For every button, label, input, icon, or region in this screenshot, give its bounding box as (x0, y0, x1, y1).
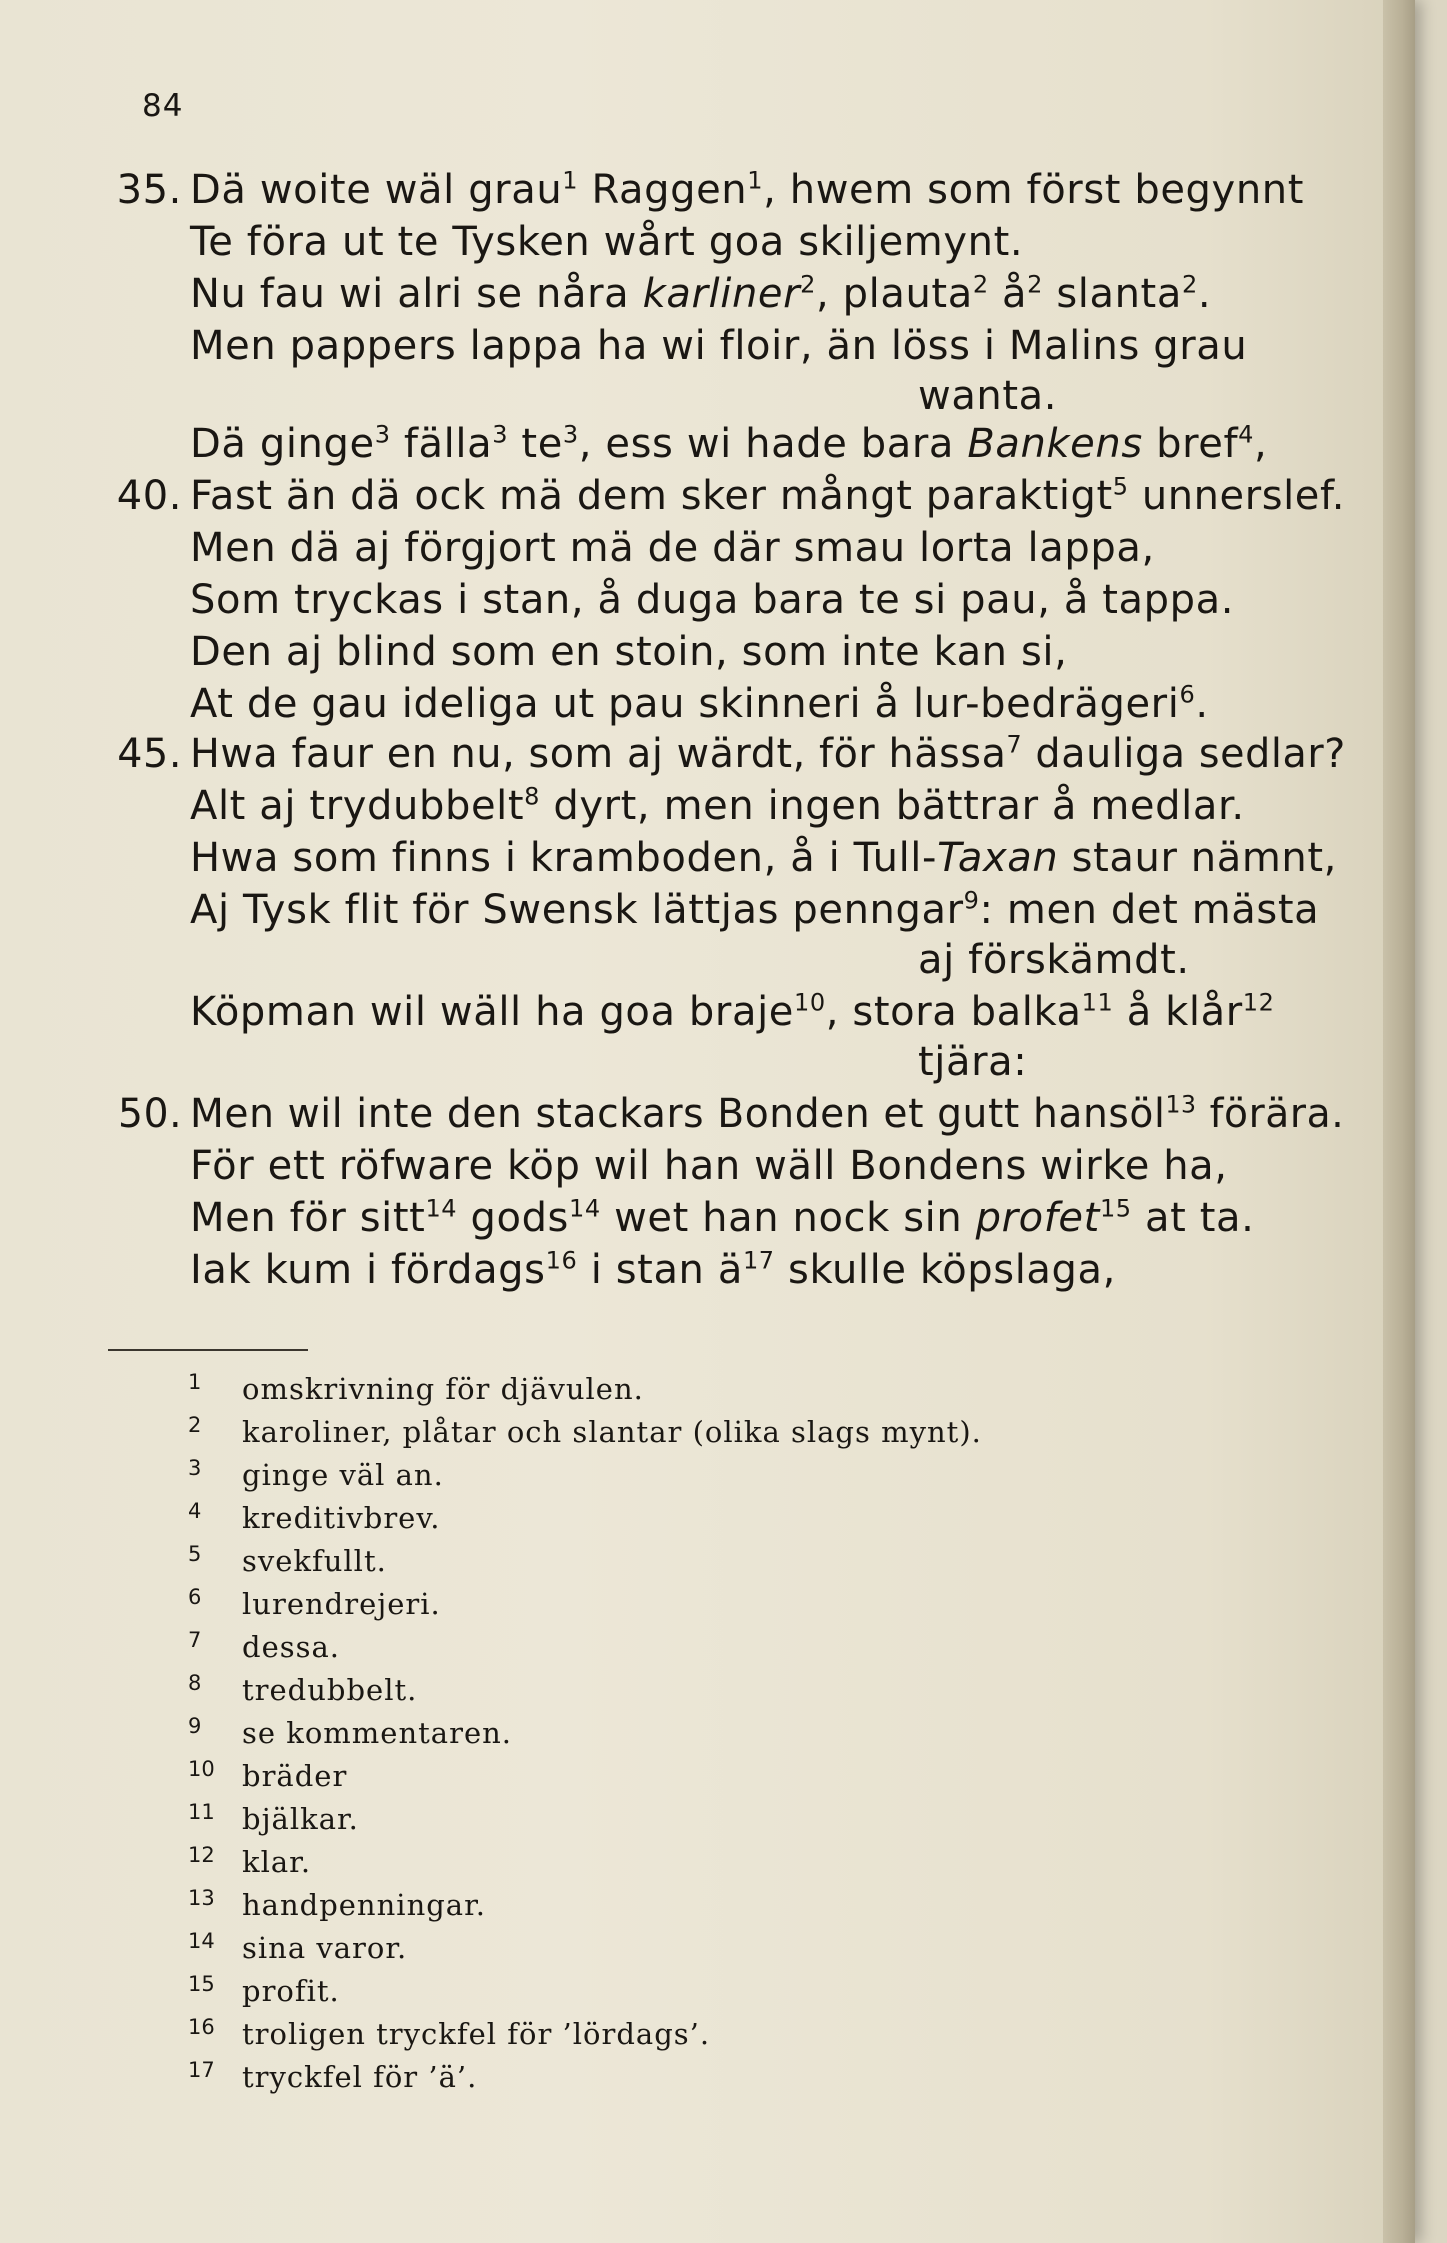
footnote-reference: 2 (800, 270, 817, 299)
footnote-text: karoliner, plåtar och slantar (olika slags mynt). (242, 1415, 982, 1449)
footnote-text: dessa. (242, 1630, 340, 1664)
footnote-mark: 11 (188, 1800, 215, 1824)
footnote-item (0, 1759, 1415, 1801)
footnote-separator (108, 1349, 308, 1351)
verse-line (190, 577, 1235, 623)
footnote-reference: 7 (1006, 730, 1023, 759)
footnote-text: tryckfel för ’ä’. (242, 2060, 478, 2094)
footnote-item (0, 1372, 1415, 1414)
verse-line (190, 219, 1024, 265)
verse-text: Men för sitt (190, 1195, 426, 1241)
footnote-reference: 3 (492, 420, 509, 449)
footnote-mark: 3 (188, 1456, 202, 1480)
verse-line (918, 1039, 1028, 1085)
footnote-mark: 14 (188, 1929, 215, 1953)
verse-text: : men det mästa (979, 887, 1320, 933)
verse-text: at ta. (1131, 1195, 1255, 1241)
line-number: 50. (118, 1091, 183, 1137)
footnote-text: svekfullt. (242, 1544, 387, 1578)
verse-text: Alt aj trydubbelt (190, 783, 525, 829)
verse-line (918, 937, 1190, 983)
footnote-mark: 17 (188, 2058, 215, 2082)
verse-text: Men wil inte den stackars Bonden et gutt hansöl (190, 1091, 1166, 1137)
footnote-reference: 10 (794, 988, 826, 1017)
verse-text: At de gau ideliga ut pau skinneri å lur-bedrägeri (190, 681, 1180, 727)
footnote-reference: 11 (1081, 988, 1114, 1017)
verse-text: Den aj blind som en stoin, som inte kan si, (190, 629, 1068, 675)
footnote-text: bjälkar. (242, 1802, 359, 1836)
footnote-mark: 4 (188, 1499, 202, 1523)
verse-text: dauliga sedlar? (1022, 731, 1346, 777)
verse-text: unnerslef. (1128, 473, 1345, 519)
verse-text: tjära: (918, 1039, 1028, 1085)
verse-text: Aj Tysk flit för Swensk lättjas penngar (190, 887, 964, 933)
verse-line (190, 782, 1245, 829)
footnote-reference: 4 (1238, 420, 1255, 449)
verse-text: wet han nock sin (600, 1195, 976, 1241)
footnote-item (0, 1415, 1415, 1457)
verse-line (190, 323, 1248, 369)
verse-text: Men pappers lappa ha wi floir, än löss i Malins grau (190, 323, 1248, 369)
italic-text: Taxan (937, 835, 1059, 881)
verse-text: fälla (390, 421, 493, 467)
italic-text: Bankens (967, 421, 1143, 467)
verse-text: slanta (1043, 271, 1182, 317)
footnote-reference: 12 (1242, 988, 1275, 1017)
verse-line (190, 988, 1275, 1035)
footnote-item (0, 1802, 1415, 1844)
footnote-item (0, 1501, 1415, 1543)
footnote-text: tredubbelt. (242, 1673, 418, 1707)
footnote-item (0, 1673, 1415, 1715)
footnote-reference: 8 (524, 782, 541, 811)
footnote-reference: 17 (742, 1246, 775, 1275)
verse-line (190, 680, 1209, 727)
verse-text: i stan ä (577, 1247, 743, 1293)
footnote-text: klar. (242, 1845, 312, 1879)
verse-text: Dä ginge (190, 421, 375, 467)
verse-line (918, 373, 1058, 419)
verse-text: te (508, 421, 563, 467)
verse-text: Nu fau wi alri se nåra (190, 271, 643, 317)
footnote-reference: 3 (374, 420, 391, 449)
verse-text: gods (457, 1195, 569, 1241)
footnote-item (0, 1587, 1415, 1629)
verse-text: förära. (1196, 1091, 1345, 1137)
verse-line (190, 629, 1068, 675)
verse-text: Iak kum i fördags (190, 1247, 546, 1293)
footnote-reference: 2 (972, 270, 989, 299)
verse-text: staur nämnt, (1058, 835, 1337, 881)
footnote-reference: 9 (963, 886, 980, 915)
verse-text: , hwem som först begynnt (763, 167, 1305, 213)
footnote-reference: 14 (569, 1194, 601, 1223)
footnote-reference: 15 (1099, 1194, 1132, 1223)
verse-text: För ett röfware köp wil han wäll Bondens wirke ha, (190, 1143, 1228, 1189)
footnote-reference: 1 (562, 166, 579, 195)
verse-text: , stora balka (825, 989, 1082, 1035)
footnote-reference: 16 (545, 1246, 578, 1275)
verse-line (190, 835, 1337, 881)
verse-line (116, 472, 1345, 519)
verse-line (117, 730, 1346, 777)
footnote-text: kreditivbrev. (242, 1501, 441, 1535)
verse-text: Te föra ut te Tysken wårt goa skiljemynt. (190, 219, 1024, 265)
footnote-text: lurendrejeri. (242, 1587, 441, 1621)
footnote-item (0, 1630, 1415, 1672)
footnote-item (0, 1974, 1415, 2016)
verse-text: å klår (1113, 989, 1243, 1035)
verse-line (190, 270, 1212, 317)
footnote-mark: 10 (188, 1757, 215, 1781)
verse-text: Köpman wil wäll ha goa braje (190, 989, 795, 1035)
verse-text: Som tryckas i stan, å duga bara te si pau, å tappa. (190, 577, 1235, 623)
footnote-reference: 3 (562, 420, 579, 449)
verse-line (190, 886, 1320, 933)
italic-text: karliner (642, 271, 801, 317)
verse-line (190, 420, 1268, 467)
footnote-text: omskrivning för djävulen. (242, 1372, 644, 1406)
footnote-mark: 5 (188, 1542, 202, 1566)
footnote-item (0, 1931, 1415, 1973)
footnote-text: profit. (242, 1974, 340, 2008)
line-number: 35. (116, 167, 182, 213)
footnote-text: ginge väl an. (242, 1458, 444, 1492)
footnote-mark: 7 (188, 1628, 202, 1652)
footnote-mark: 2 (188, 1413, 202, 1437)
footnote-reference: 1 (747, 166, 764, 195)
footnote-mark: 13 (188, 1886, 215, 1910)
verse-text: Dä woite wäl grau (190, 167, 563, 213)
verse-line (118, 1090, 1345, 1137)
verse-line (190, 1143, 1228, 1189)
verse-line (190, 1194, 1255, 1241)
footnote-text: troligen tryckfel för ’lördags’. (242, 2017, 711, 2051)
verse-text: skulle köpslaga, (774, 1247, 1116, 1293)
footnote-mark: 1 (188, 1370, 202, 1394)
verse-line (190, 525, 1155, 571)
verse-text: , ess wi hade bara (578, 421, 968, 467)
footnote-item (0, 1845, 1415, 1887)
footnote-reference: 13 (1165, 1090, 1197, 1119)
footnote-mark: 15 (188, 1972, 215, 1996)
verse-text: bref (1142, 421, 1239, 467)
verse-text: dyrt, men ingen bättrar å medlar. (540, 783, 1245, 829)
verse-text: wanta. (918, 373, 1058, 419)
verse-text: Hwa som finns i kramboden, å i Tull- (190, 835, 938, 881)
italic-text: profet (975, 1195, 1100, 1241)
footnote-item (0, 1458, 1415, 1500)
footnote-mark: 8 (188, 1671, 202, 1695)
page-number: 84 (142, 88, 184, 124)
verse-text: Raggen (578, 167, 748, 213)
verse-line (190, 1246, 1116, 1293)
footnote-text: handpenningar. (242, 1888, 486, 1922)
footnote-item (0, 1716, 1415, 1758)
footnote-reference: 6 (1179, 680, 1196, 709)
footnote-item (0, 2060, 1415, 2102)
footnote-reference: 2 (1181, 270, 1198, 299)
footnote-reference: 5 (1112, 472, 1129, 501)
footnote-mark: 9 (188, 1714, 202, 1738)
verse-text: , (1254, 421, 1268, 467)
verse-text: Hwa faur en nu, som aj wärdt, för hässa (190, 731, 1007, 777)
verse-text: . (1197, 271, 1212, 317)
footnote-item (0, 2017, 1415, 2059)
footnote-item (0, 1888, 1415, 1930)
verse-line (116, 166, 1305, 213)
footnote-mark: 12 (188, 1843, 215, 1867)
line-number: 40. (116, 473, 183, 519)
footnote-text: se kommentaren. (242, 1716, 512, 1750)
verse-text: Men dä aj förgjort mä de där smau lorta lappa, (190, 525, 1155, 571)
verse-text: aj förskämdt. (918, 937, 1190, 983)
footnote-mark: 16 (188, 2015, 215, 2039)
footnote-item (0, 1544, 1415, 1586)
verse-text: . (1195, 681, 1209, 727)
footnote-text: bräder (242, 1759, 348, 1793)
footnote-text: sina varor. (242, 1931, 408, 1965)
footnote-mark: 6 (188, 1585, 202, 1609)
line-number: 45. (117, 731, 183, 777)
verse-text: Fast än dä ock mä dem sker mångt paraktigt (190, 473, 1113, 519)
footnote-reference: 14 (425, 1194, 458, 1223)
footnote-reference: 2 (1027, 270, 1044, 299)
verse-text: å (988, 271, 1028, 317)
verse-text: , plauta (816, 271, 973, 317)
